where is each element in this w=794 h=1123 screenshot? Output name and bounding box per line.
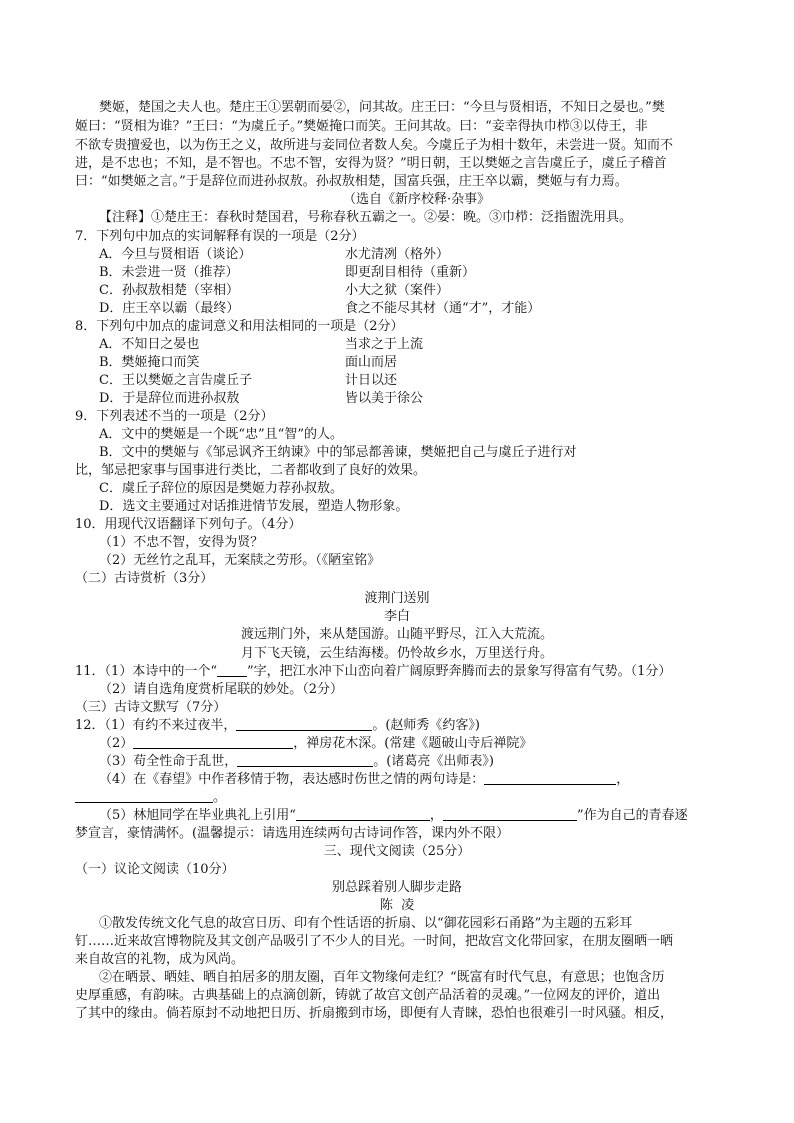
q7-option-c-right: 小大之狱（案件） xyxy=(345,283,450,298)
question-10-stem: 10．用现代汉语翻译下列句子。（4分） xyxy=(75,517,302,532)
q8-option-b-right: 面山而居 xyxy=(345,355,398,370)
question-12-part-3 xyxy=(99,753,494,771)
essay-line: ②在晒景、晒娃、晒自拍居多的朋友圈，百年文物缘何走红？“既富有时代气息，有意思；也饱含历 xyxy=(99,970,665,985)
q8-option-d-left: D．于是辞位而进孙叔敖 xyxy=(99,391,240,406)
q12-text: 。 xyxy=(213,790,227,805)
q12-text: ”作为自己的青春逐 xyxy=(576,808,688,823)
essay-line: ①散发传统文化气息的故宫日历、印有个性话语的折扇、以“御花园彩石甬路”为主题的五彩耳 xyxy=(99,916,633,931)
question-8-stem: 8．下列句中加点的虚词意义和用法相同的一项是（2分） xyxy=(75,319,404,334)
essay-line: 史厚重感，有韵味。古典基础上的点滴创新，铸就了故宫文创产品活着的灵魂。”一位网友的评价，道出 xyxy=(75,988,661,1003)
q8-option-a-left: A．不知日之晏也 xyxy=(99,337,200,352)
poem-title: 渡荆门送别 xyxy=(364,591,430,606)
q12-text: 12．（1）有约不来过夜半， xyxy=(75,718,237,733)
q8-option-c-right: 计日以还 xyxy=(345,373,398,388)
answer-blank[interactable] xyxy=(296,807,430,821)
q12-text: 。(赵师秀《约客》) xyxy=(372,718,480,733)
question-12-part-2 xyxy=(99,735,532,753)
poem-line: 渡远荆门外，来从楚国游。山随平野尽，江入大荒流。 xyxy=(240,627,553,642)
q12-text: （2） xyxy=(99,736,134,751)
q9-option-a: A．文中的樊姬是一个既“忠”且“智”的人。 xyxy=(99,427,343,442)
question-12-part-1 xyxy=(75,717,480,735)
question-12-part-5 xyxy=(99,807,688,825)
passage-line: 不欲专贵擅爱也，以为伤王之义，故所进与妾同位者数人矣。今虞丘子为相十数年，未尝进一贤。知而不 xyxy=(75,138,674,153)
q7-option-b-right: 即更刮目相待（重新） xyxy=(345,265,476,280)
essay-line: 来自故宫的礼物，成为风尚。 xyxy=(75,952,245,967)
q12-text: ， xyxy=(429,808,443,823)
answer-blank[interactable] xyxy=(75,789,213,803)
question-12-part-4-cont xyxy=(75,789,226,807)
q12-text: ，禅房花木深。(常建《题破山寺后禅院》 xyxy=(293,736,533,751)
answer-blank[interactable] xyxy=(237,753,373,767)
essay-line: 钉……近来故宫博物院及其文创产品吸引了不少人的目光。一时间，把故宫文化带回家，在朋友圈晒一晒 xyxy=(75,934,674,949)
question-9-stem: 9．下列表述不当的一项是（2分） xyxy=(75,409,274,424)
q10-sentence-2: （2）无丝竹之乱耳，无案牍之劳形。（《陋室铭》 xyxy=(99,553,381,568)
q9-option-c: C．虞丘子辞位的原因是樊姬力荐孙叔敖。 xyxy=(99,481,343,496)
section-heading-poem: （二）古诗赏析（3分） xyxy=(75,571,214,586)
q8-option-c-left: C．王以樊姬之言告虞丘子 xyxy=(99,373,252,388)
answer-blank[interactable] xyxy=(236,717,372,731)
q7-option-b-left: B．未尝进一贤（推荐） xyxy=(99,265,239,280)
question-12-part-4 xyxy=(99,771,629,789)
passage-line: 樊姬，楚国之夫人也。楚庄王①罢朝而晏②，问其故。庄王曰：“今旦与贤相语，不知日之晏也。”樊 xyxy=(99,100,665,115)
q11-text: ”字，把江水冲下山峦向着广阔原野奔腾而去的景象写得富有气势。（1分） xyxy=(246,664,672,679)
question-11-part-1 xyxy=(75,663,671,681)
passage-source: （选自《新序校释·杂事》 xyxy=(343,192,491,207)
essay-author: 陈 凌 xyxy=(379,898,415,913)
poem-author: 李白 xyxy=(383,609,410,624)
q8-option-a-right: 当求之于上流 xyxy=(345,337,424,352)
q8-option-b-left: B．樊姬掩口而笑 xyxy=(99,355,200,370)
section-heading-essay: （一）议论文阅读（10分） xyxy=(75,862,235,877)
q7-option-d-left: D．庄王卒以霸（最终） xyxy=(99,301,240,316)
q12-text: （5）林旭同学在毕业典礼上引用“ xyxy=(99,808,296,823)
passage-line: 进，是不忠也；不知，是不智也。不忠不智，安得为贤？”明日朝，王以樊姬之言告虞丘子，虞丘子稽首 xyxy=(75,156,667,171)
q12-text: ， xyxy=(616,772,630,787)
q11-text: 11．（1）本诗中的一个“ xyxy=(75,664,217,679)
q8-option-d-right: 皆以美于徐公 xyxy=(345,391,424,406)
answer-blank[interactable] xyxy=(443,807,577,821)
q7-option-a-left: A．今旦与贤相语（谈论） xyxy=(99,247,252,262)
question-11-part-2: （2）请自选角度赏析尾联的妙处。（2分） xyxy=(99,682,344,697)
passage-line: 姬曰：“贤相为谁？”王曰：“为虞丘子。”樊姬掩口而笑。王问其故。曰：“妾幸得执巾栉③以侍王，非 xyxy=(75,119,648,134)
q7-option-d-right: 食之不能尽其材（通“才”，才能） xyxy=(345,301,541,316)
q12-text: 。(诸葛亮《出师表》) xyxy=(373,754,494,769)
question-12-part-5-cont: 梦宣言，豪情满怀。(温馨提示：请选用连续两句古诗词作答，课内外不限） xyxy=(75,826,510,841)
answer-blank[interactable] xyxy=(217,663,247,677)
question-7-stem: 7．下列句中加点的实词解释有误的一项是（2分） xyxy=(75,229,365,244)
answer-blank[interactable] xyxy=(133,735,293,749)
passage-note: 【注释】①楚庄王：春秋时楚国君，号称春秋五霸之一。②晏：晚。③巾栉：泛指盥洗用具。 xyxy=(99,210,633,225)
answer-blank[interactable] xyxy=(484,771,616,785)
q12-text: （4）在《春望》中作者移情于物，表达感时伤世之情的两句诗是： xyxy=(99,772,485,787)
section-heading-recite: （三）古诗文默写（7分） xyxy=(75,700,227,715)
essay-line: 了其中的缘由。倘若原封不动地把日历、折扇搬到市场，即便有人青睐，恐怕也很难引一时风骚。相反， xyxy=(75,1006,674,1021)
q12-text: （3）苟全性命于乱世， xyxy=(99,754,238,769)
q9-option-b: B．文中的樊姬与《邹忌讽齐王纳谏》中的邹忌都善谏，樊姬把自己与虞丘子进行对 xyxy=(99,445,577,460)
q9-option-d: D．选文主要通过对话推进情节发展，塑造人物形象。 xyxy=(99,499,409,514)
passage-line: 曰：“如樊姬之言。”于是辞位而进孙叔敖。孙叔敖相楚，国富兵强，庄王卒以霸，樊姬与有力焉。 xyxy=(75,174,628,189)
q7-option-c-left: C．孙叔敖相楚（宰相） xyxy=(99,283,239,298)
q9-option-b-cont: 比，邹忌把家事与国事进行类比，二者都收到了良好的效果。 xyxy=(75,463,427,478)
section-heading-modern: 三、现代文阅读（25分） xyxy=(323,844,471,859)
q10-sentence-1: （1）不忠不智，安得为贤？ xyxy=(99,535,264,550)
poem-line: 月下飞天镜，云生结海楼。仍怜故乡水，万里送行舟。 xyxy=(240,646,553,661)
essay-title: 别总踩着别人脚步走路 xyxy=(331,880,462,895)
q7-option-a-right: 水尤清冽（格外） xyxy=(345,247,450,262)
